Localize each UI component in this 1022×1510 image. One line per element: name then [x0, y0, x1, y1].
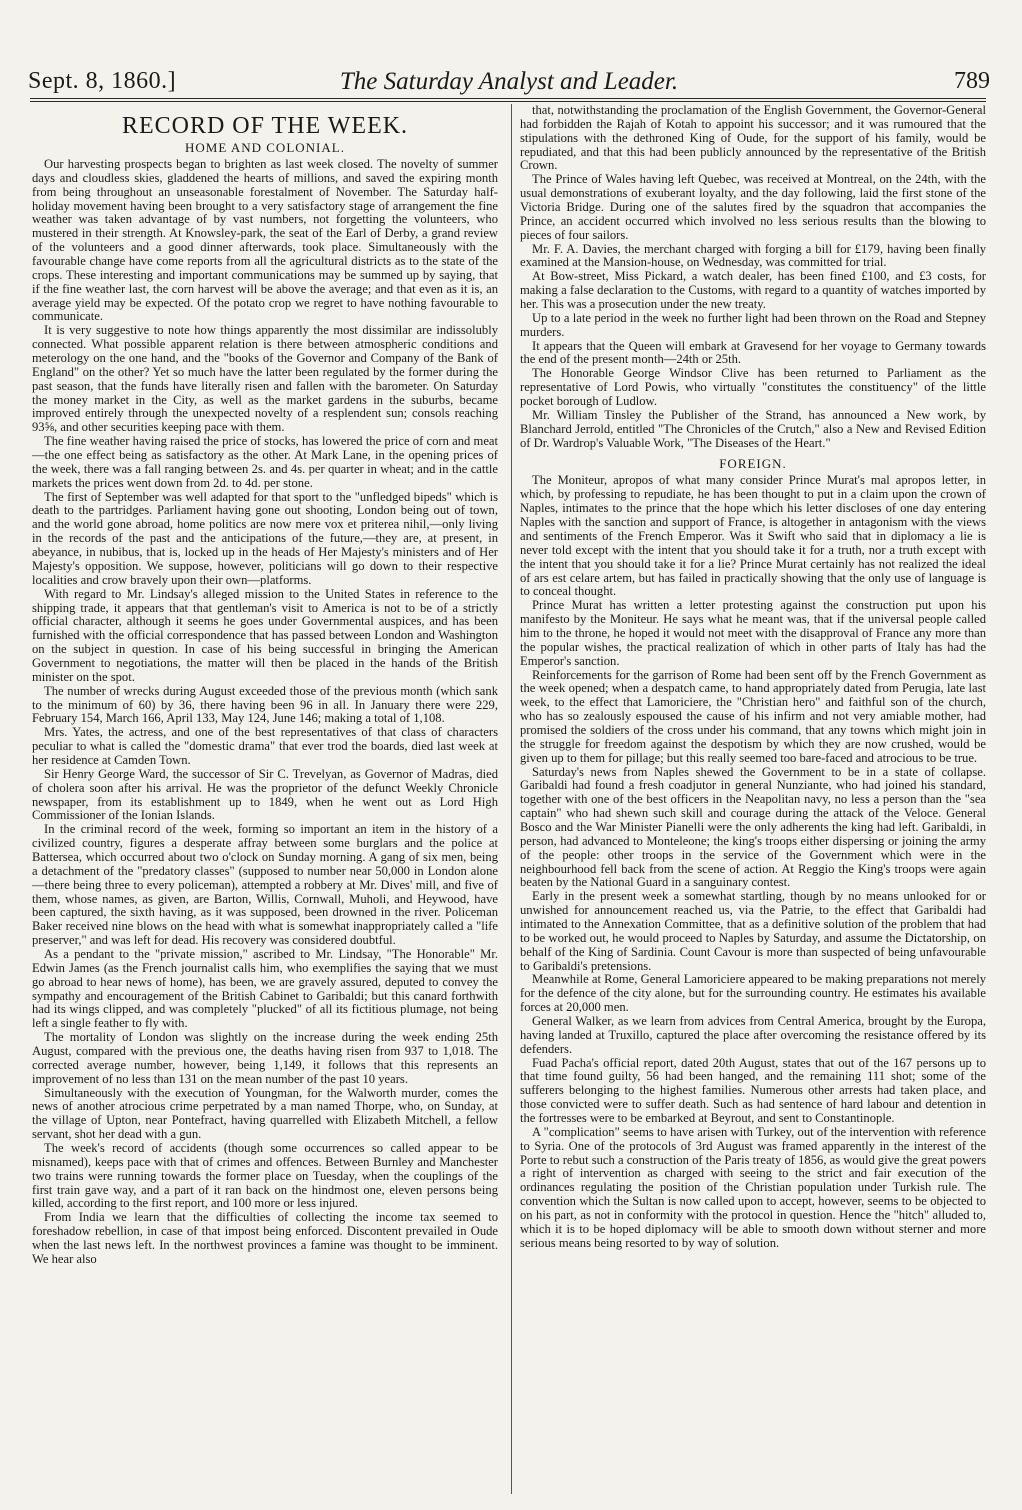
right-column [520, 104, 986, 1500]
article-paragraph: The number of wrecks during August exceeded those of the previous month (which sank to the minimum of 60) by 36, there having been 96 in all. In January there were 229, February 154, March 166, April 133, May 124, June 146; making a total of 1,108. [32, 683, 498, 726]
section-heading-foreign: FOREIGN. [719, 456, 787, 472]
article-paragraph: Our harvesting prospects began to brighten as last week closed. The novelty of summer days and cloudless skies, gladdened the hearts of millions, and saved the expiring month from being throughout an unseasonable forestalment of November. The Saturday half-holiday movement having been brought to a very satisfactory stage of arrangement the fine weather was taken advantage of by vast numbers, not forgetting the volunteers, who mustered in their strength. At Knowsley-park, the seat of the Earl of Derby, a grand review of the volunteers and a good dinner afterwards, took place. Simultaneously with the favourable change have come reports from all the agricultural districts as to the state of the crops. These interesting and important communications may be summed up by saying, that if the fine weather last, the corn harvest will be above the average; and that even as it is, an average yield may be expected. Of the potato crop we regret to have nothing favourable to communicate. [32, 157, 498, 324]
foreign-paragraph: A "complication" seems to have arisen with Turkey, out of the intervention with reference to Syria. One of the protocols of 3rd August was framed apparently in the interest of the Porte to rebut such a construction of the Paris treaty of 1856, as would give the great powers a right of intervention as charged with seeing to the strict and fair execution of the ordinances regulating the position of the Christian population under Turkish rule. The convention which the Sultan is now called upon to accept, however, seems to be objected to on his part, as not in conformity with the protocol in question. Hence the "hitch" alluded to, which it is to be hoped diplomacy will be able to smooth down without sterner and more serious means being resorted to by way of solution. [520, 1124, 986, 1250]
page-number: 789 [954, 68, 990, 94]
article-paragraph: The week's record of accidents (though some occurrences so called appear to be misnamed), keeps pace with that of crimes and offences. Between Burnley and Manchester two trains were running towards the former place on Tuesday, when the couplings of the first train gave way, and a part of it ran back on the hindmost one, eleven persons being killed, according to the first report, and 100 more or less injured. [32, 1141, 498, 1211]
article-paragraph: At Bow-street, Miss Pickard, a watch dealer, has been fined £100, and £3 costs, for making a false declaration to the Customs, with regard to a quantity of watches imported by her. This was a prosecution under the new treaty. [520, 269, 986, 312]
section-heading-home: HOME AND COLONIAL. [185, 140, 345, 155]
article-paragraph: The first of September was well adapted for that sport to the "unfledged bipeds" which is death to the partridges. Parliament having gone out shooting, London being out of town, and the world gone abroad, home politics are now mere vox et priterea nihil,—only living in the records of the past and the anticipations of the future,—they are, at present, in abeyance, in nubibus, that is, locked up in the heads of Her Majesty's ministers and of Her Majesty's opposition. We suppose, however, politicians will go down to their respective localities and crow bravely upon their own—platforms. [32, 489, 498, 587]
right-foreign-paragraphs [520, 474, 986, 1250]
foreign-paragraph: Early in the present week a somewhat startling, though by no means unlooked for or unwished for announcement reached us, via the Patrie, to the effect that Garibaldi had intimated to the Annexation Committee, that as a definitive solution of the problem that had to be worked out, he would proceed to Naples by Saturday, and assume the Dictatorship, on behalf of the King of Sardinia. Count Cavour is more than suspected of being unfavourable to Garibaldi's pretensions. [520, 889, 986, 973]
article-paragraph: Mr. William Tinsley the Publisher of the Strand, has announced a New work, by Blanchard Jerrold, entitled "The Chronicles of the Crutch," also a New and Revised Edition of Dr. Wardrop's Valuable Work, "The Diseases of the Heart." [520, 407, 986, 450]
header-rule-double [30, 101, 986, 102]
foreign-paragraph: Fuad Pacha's official report, dated 20th August, states that out of the 167 persons up to that time found guilty, 56 had been hanged, and the remaining 111 shot; some of the sufferers belonging to the highest families. Numerous other arrests had taken place, and those convicted were to suffer death. Such as had sentence of hard labour and detention in the fortresses were to be embarked at Beyrout, and sent to Constantinople. [520, 1055, 986, 1126]
record-title: RECORD OF THE WEEK. [121, 113, 409, 139]
right-home-paragraphs [520, 104, 986, 450]
article-paragraph: Simultaneously with the execution of Youngman, for the Walworth murder, comes the news of another atrocious crime perpetrated by a man named Thorpe, who, on Sunday, at the village of Upton, near Pontefract, having quarrelled with Elizabeth Mitchell, a fellow servant, shot her dead with a gun. [32, 1085, 498, 1142]
article-paragraph: In the criminal record of the week, forming so important an item in the history of a civilized country, figures a desperate affray between some burglars and the police at Battersea, which occurred about two o'clock on Sunday morning. A gang of six men, being a detachment of the "predatory classes" (supposed to number near 50,000 in London alone—there being three to every policeman), attempted a robbery at Mr. Dives' mill, and five of them, whose names, as given, are Barton, Willis, Cornwall, Muholi, and Heywood, have been captured, the sixth having, as it was supposed, been drowned in the river. Policeman Baker received nine blows on the head with what is somewhat inappropriately called a "life preserver," and was left for dead. His recovery was considered doubtful. [32, 822, 498, 948]
page-header [28, 66, 990, 96]
article-paragraph: The Honorable George Windsor Clive has been returned to Parliament as the representative of Lord Powis, who virtually "constitutes the constituency" of the little pocket borough of Ludlow. [520, 366, 986, 409]
header-rule [30, 98, 986, 99]
journal-title: The Saturday Analyst and Leader. [339, 68, 679, 95]
foreign-paragraph: Prince Murat has written a letter protesting against the construction put upon his manifesto by the Moniteur. He says what he meant was, that if the universal people called him to the throne, he hoped it would not meet with the disapproval of France any more than the popular wishes, the practical realization of which in other parts of Italy has had the Emperor's sanction. [520, 598, 986, 668]
article-paragraph: Mr. F. A. Davies, the merchant charged with forging a bill for £179, having been finally examined at the Mansion-house, on Wednesday, was committed for trial. [520, 241, 986, 270]
foreign-paragraph: Reinforcements for the garrison of Rome had been sent off by the French Government as the week opened; when a despatch came, to hand appropriately dated from Perugia, late last week, to the effect that Lamoriciere, the "Christian hero" and faithful son of the church, who has so zealously espoused the cause of his infirm and not very amiable mother, had promised the soldiers of the cross under his command, that any towns which might join in the struggle for freedom against the despotism by which they are now crushed, would be given up to them for pillage; but this really seemed too bare-faced and atrocious to be true. [520, 667, 986, 765]
article-paragraph: From India we learn that the difficulties of collecting the income tax seemed to foreshadow rebellion, in case of that impost being enforced. Discontent prevailed in Oude when the last news left. In the northwest provinces a famine was thought to be imminent. We hear also [32, 1210, 498, 1266]
article-paragraph: The mortality of London was slightly on the increase during the week ending 25th August, compared with the previous one, the deaths having risen from 937 to 1,018. The corrected average number, however, being 1,149, it follows that this represents an improvement of no less than 131 on the mean number of the past 10 years. [32, 1030, 498, 1086]
article-paragraph: that, notwithstanding the proclamation of the English Government, the Governor-General had forbidden the Rajah of Kotah to appoint his successor; and it was rumoured that the stipulations with the dethroned King of Oude, for the support of his family, would be repudiated, and that this had been publicly announced by the representative of the British Crown. [520, 104, 986, 173]
article-paragraph: With regard to Mr. Lindsay's alleged mission to the United States in reference to the shipping trade, it appears that that gentleman's visit to America is not to be of a strictly official character, although it seems he goes under Governmental auspices, and has been furnished with the official correspondence that has passed between London and Washington on the subject in question. In case of his being successful in bringing the American Government to negotiations, the matter will then be placed in the hands of the British minister on the spot. [32, 586, 498, 684]
foreign-paragraph: General Walker, as we learn from advices from Central America, brought by the Europa, having landed at Truxillo, captured the place after overcoming the resistance offered by its defenders. [520, 1014, 986, 1056]
issue-date: Sept. 8, 1860.] [28, 68, 177, 94]
foreign-paragraph: Saturday's news from Naples shewed the Government to be in a state of collapse. Garibaldi had found a fresh coadjutor in general Nunziante, who had joined his standard, together with one of the best officers in the Neapolitan navy, no less a person than the "sea captain" who had shewn such skill and courage during the attack of the Veloce. General Bosco and the War Minister Pianelli were the only adherents the king had left. Garibaldi, in person, had advanced to Monteleone; the king's troops either dispersing or joining the army of the people: other troops in the service of the Government which were in the neighbourhood fell back from the scene of action. At Reggio the King's troops were again beaten by the National Guard in a sanguinary contest. [520, 764, 986, 890]
article-paragraph: It appears that the Queen will embark at Gravesend for her voyage to Germany towards the end of the present month—24th or 25th. [520, 338, 986, 367]
article-paragraph: Sir Henry George Ward, the successor of Sir C. Trevelyan, as Governor of Madras, died of cholera soon after his arrival. He was the proprietor of the defunct Weekly Chronicle newspaper, from its establishment up to 1849, when he went out as Lord High Commissioner of the Ionian Islands. [32, 766, 498, 823]
foreign-paragraph: The Moniteur, apropos of what many consider Prince Murat's mal apropos letter, in which, by professing to repudiate, he has been thought to put in a claim upon the crown of Naples, intimates to the prince that the hope which his letter discloses of one day entering Naples with the sanction and support of France, is altogether in antagonism with the views and sentiments of the French Emperor. Was it Swift who said that in diplomacy a lie is never told except with the intent that you should take it for a truth, nor a truth except with the intent that you should take it for a lie? Prince Murat certainly has not realized the ideal of ars est celare artem, but has failed in practically showing that the only use of language is to conceal thought. [520, 473, 986, 599]
article-paragraph: Mrs. Yates, the actress, and one of the best representatives of that class of characters peculiar to what is called the "domestic drama" that ever trod the boards, died last week at her residence at Camden Town. [32, 725, 498, 767]
article-paragraph: The Prince of Wales having left Quebec, was received at Montreal, on the 24th, with the usual demonstrations of exuberant loyalty, and the day following, laid the first stone of the Victoria Bridge. During one of the salutes fired by the squadron that accompanies the Prince, an accident occurred which involved no less serious results than the blowing to pieces of four sailors. [520, 172, 986, 242]
foreign-paragraph: Meanwhile at Rome, General Lamoriciere appeared to be making preparations not merely for the defence of the city alone, but for the surrounding country. He estimates his available forces at 20,000 men. [520, 972, 986, 1015]
article-paragraph: It is very suggestive to note how things apparently the most dissimilar are indissolubly connected. What possible apparent relation is there between atmospheric conditions and meterology on the one hand, and the "books of the Governor and Company of the Bank of England" on the other? Yet so much have the latter been regulated by the former during the past season, that the funds have literally risen and fallen with the barometer. On Saturday the money market in the City, as well as the market gardens in the suburbs, became improved entirely through the unexpected novelty of a resplendent sun; consols reaching 93⅝, and other securities keeping pace with them. [32, 323, 498, 435]
column-divider [511, 104, 512, 1494]
left-paragraphs [32, 158, 498, 1267]
article-paragraph: Up to a late period in the week no further light had been thrown on the Road and Stepney murders. [520, 310, 986, 339]
article-paragraph: The fine weather having raised the price of stocks, has lowered the price of corn and meat—the one effect being as satisfactory as the other. At Mark Lane, in the opening prices of the week, there was a fall ranging between 2s. and 4s. per quarter in wheat; and in the cattle markets the prices went down from 2d. to 4d. per stone. [32, 434, 498, 490]
left-column [32, 104, 498, 1500]
article-paragraph: As a pendant to the "private mission," ascribed to Mr. Lindsay, "The Honorable" Mr. Edwin James (as the French journalist calls him, who exemplifies the saying that we must go abroad to hear news of home), has been, we are gravely assured, deputed to convey the sympathy and encouragement of the British Cabinet to Garibaldi; but this canard forthwith had its wings clipped, and was completely "plucked" of all its fictitious plumage, not being left a single feather to fly with. [32, 946, 498, 1031]
